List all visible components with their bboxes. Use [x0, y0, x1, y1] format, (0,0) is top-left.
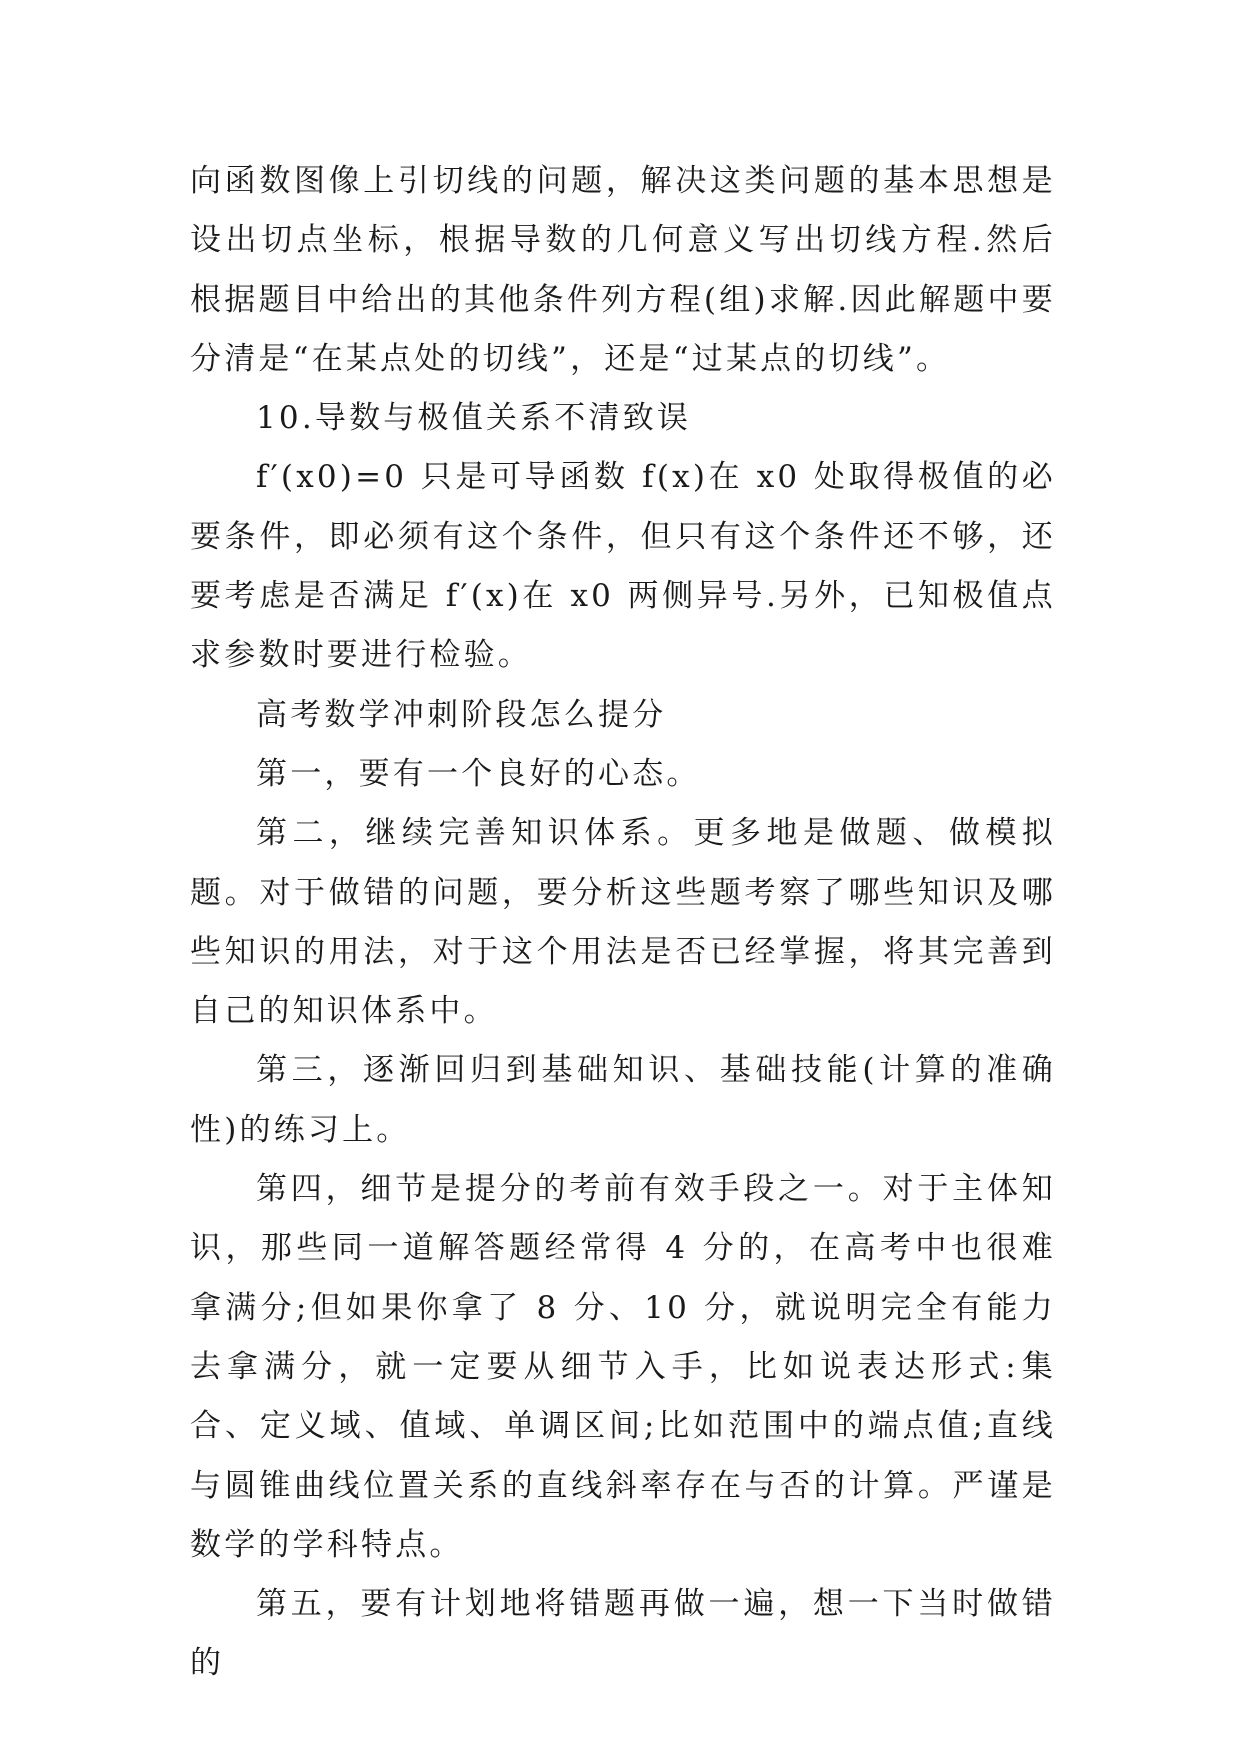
section-heading-sprint-tips: 高考数学冲刺阶段怎么提分 [256, 696, 667, 733]
paragraph-tip-1: 第一，要有一个良好的心态。 [256, 755, 701, 792]
paragraph-tip-5: 第五，要有计划地将错题再做一遍，想一下当时做错的 [190, 1586, 1056, 1682]
paragraph-tip-4: 第四，细节是提分的考前有效手段之一。对于主体知识，那些同一道解答题经常得 4 分的，在高考中也很难拿满分;但如果你拿了 8 分、10 分，就说明完全有能力去拿满分，就一定要从细节入手，比如说表达形式:集合、定义域、值域、单调区间;比如范围中的端点值;直线与圆锥曲线位置关系的直线斜率存在与否的计算。严谨是数学的学科特点。 [190, 1171, 1056, 1563]
paragraph-tangent-continuation: 向函数图像上引切线的问题，解决这类问题的基本思想是设出切点坐标，根据导数的几何意义写出切线方程.然后根据题目中给出的其他条件列方程(组)求解.因此解题中要分清是“在某点处的切线”，还是“过某点的切线”。 [190, 163, 1056, 377]
section-heading-derivative-extremum: 10.导数与极值关系不清致误 [256, 400, 692, 437]
document-body [190, 152, 1056, 1694]
paragraph-tip-2: 第二，继续完善知识体系。更多地是做题、做模拟题。对于做错的问题，要分析这些题考察了哪些知识及哪些知识的用法，对于这个用法是否已经掌握，将其完善到自己的知识体系中。 [190, 815, 1056, 1030]
paragraph-extremum-condition: f′(x0)=0 只是可导函数 f(x)在 x0 处取得极值的必要条件，即必须有这个条件，但只有这个条件还不够，还要考虑是否满足 f′(x)在 x0 两侧异号.另外，已知极值点求参数时要进行检验。 [190, 459, 1056, 674]
paragraph-tip-3: 第三，逐渐回归到基础知识、基础技能(计算的准确性)的练习上。 [190, 1052, 1056, 1148]
